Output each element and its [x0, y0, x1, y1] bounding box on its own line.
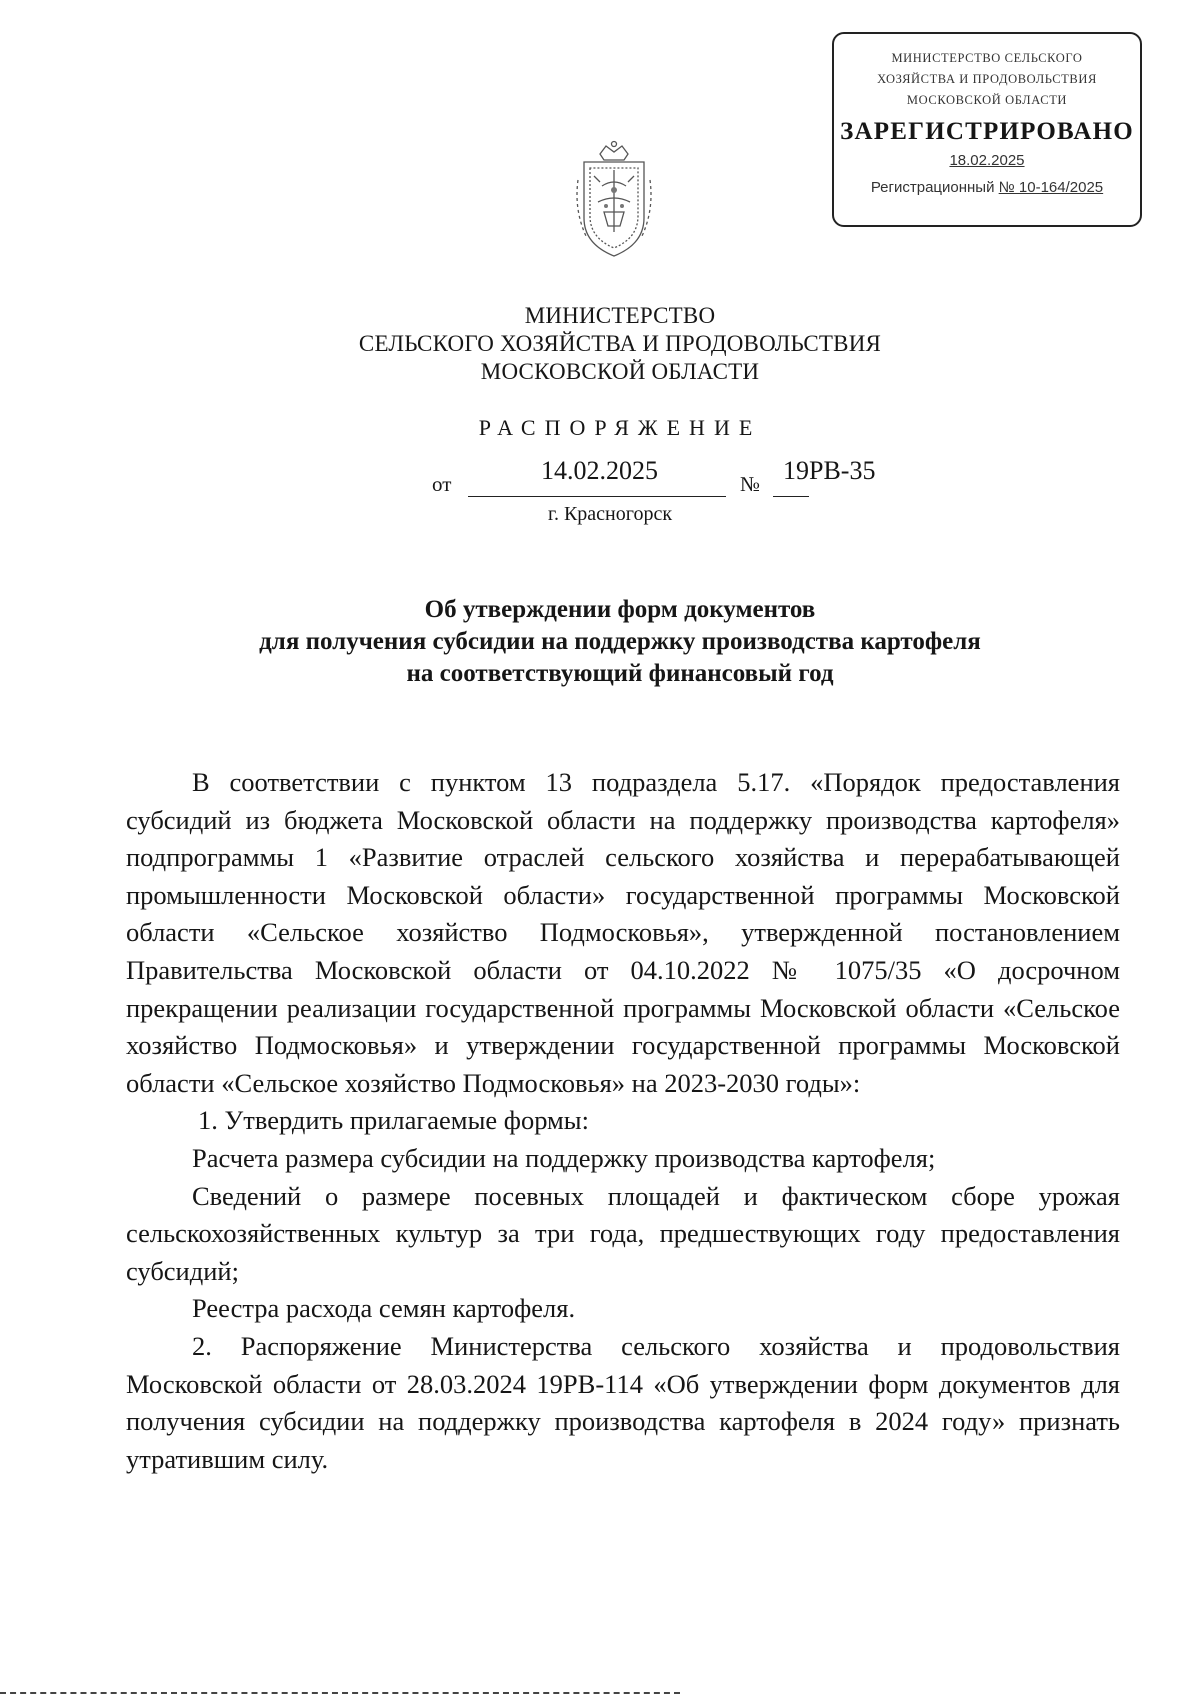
form-item: Реестра расхода семян картофеля.: [192, 1293, 576, 1324]
registration-stamp: [832, 32, 1142, 227]
stamp-status: ЗАРЕГИСТРИРОВАНО: [840, 118, 1134, 145]
coat-of-arms-icon: [570, 140, 658, 260]
document-date: 14.02.2025: [541, 456, 658, 485]
ministry-line: СЕЛЬСКОГО ХОЗЯЙСТВА И ПРОДОВОЛЬСТВИЯ: [358, 331, 882, 356]
ministry-heading: [0, 302, 1200, 386]
document-number: 19РВ-35: [783, 456, 876, 485]
date-label: от: [432, 472, 452, 496]
document-body: [126, 764, 1120, 1478]
number-underline: [773, 496, 809, 497]
stamp-org-line: МИНИСТЕРСТВО СЕЛЬСКОГО: [891, 51, 1083, 65]
city: г. Красногорск: [548, 503, 673, 525]
form-item: Расчета размера субсидии на поддержку производства картофеля;: [192, 1142, 936, 1173]
date-underline: [468, 496, 726, 497]
stamp-date: 18.02.2025: [949, 152, 1025, 169]
number-label: №: [740, 472, 761, 496]
title-line: на соответствующий финансовый год: [406, 660, 834, 687]
ministry-line: МОСКОВСКОЙ ОБЛАСТИ: [480, 359, 760, 384]
stamp-reg-value: № 10-164/2025: [998, 179, 1104, 196]
form-item: Сведений о размере посевных площадей и фактическом сборе урожая сельскохозяйственных культур за три года, предшествующих году предоставления субсидий;: [126, 1180, 1120, 1286]
stamp-org-line: ХОЗЯЙСТВА И ПРОДОВОЛЬСТВИЯ: [877, 72, 1097, 86]
title-line: Об утверждении форм документов: [424, 596, 816, 623]
scan-artifact: [0, 1692, 680, 1697]
document-type: РАСПОРЯЖЕНИЕ: [478, 415, 762, 440]
stamp-org-line: МОСКОВСКОЙ ОБЛАСТИ: [906, 93, 1068, 107]
item-1: 1. Утвердить прилагаемые формы:: [198, 1105, 589, 1136]
ministry-line: МИНИСТЕРСТВО: [524, 303, 716, 328]
item-2: 2. Распоряжение Министерства сельского хозяйства и продовольствия Московской области от 28.03.2024 19РВ-114 «Об утверждении форм документов для получения субсидии на поддержку производства картофеля в 2024 году» признать утратившим силу.: [126, 1330, 1120, 1474]
stamp-reg-label: Регистрационный: [870, 179, 999, 196]
document-title: [0, 594, 1200, 690]
preamble-paragraph: В соответствии с пунктом 13 подраздела 5.17. «Порядок предоставления субсидий из бюджета Московской области на поддержку производства картофеля» подпрограммы 1 «Развитие отраслей сельского хозяйства и перерабатывающей промышленности Московской области» государственной программы Московской области «Сельское хозяйство Подмосковья», утвержденной постановлением Правительства Московской области от 04.10.2022 № 1075/35 «О досрочном прекращении реализации государственной программы Московской области «Сельское хозяйство Подмосковья» и утверждении государственной программы Московской области «Сельское хозяйство Подмосковья» на 2023-2030 годы»:: [126, 767, 1120, 1098]
title-line: для получения субсидии на поддержку производства картофеля: [259, 628, 981, 655]
stamp-reg-number: [834, 179, 1140, 196]
